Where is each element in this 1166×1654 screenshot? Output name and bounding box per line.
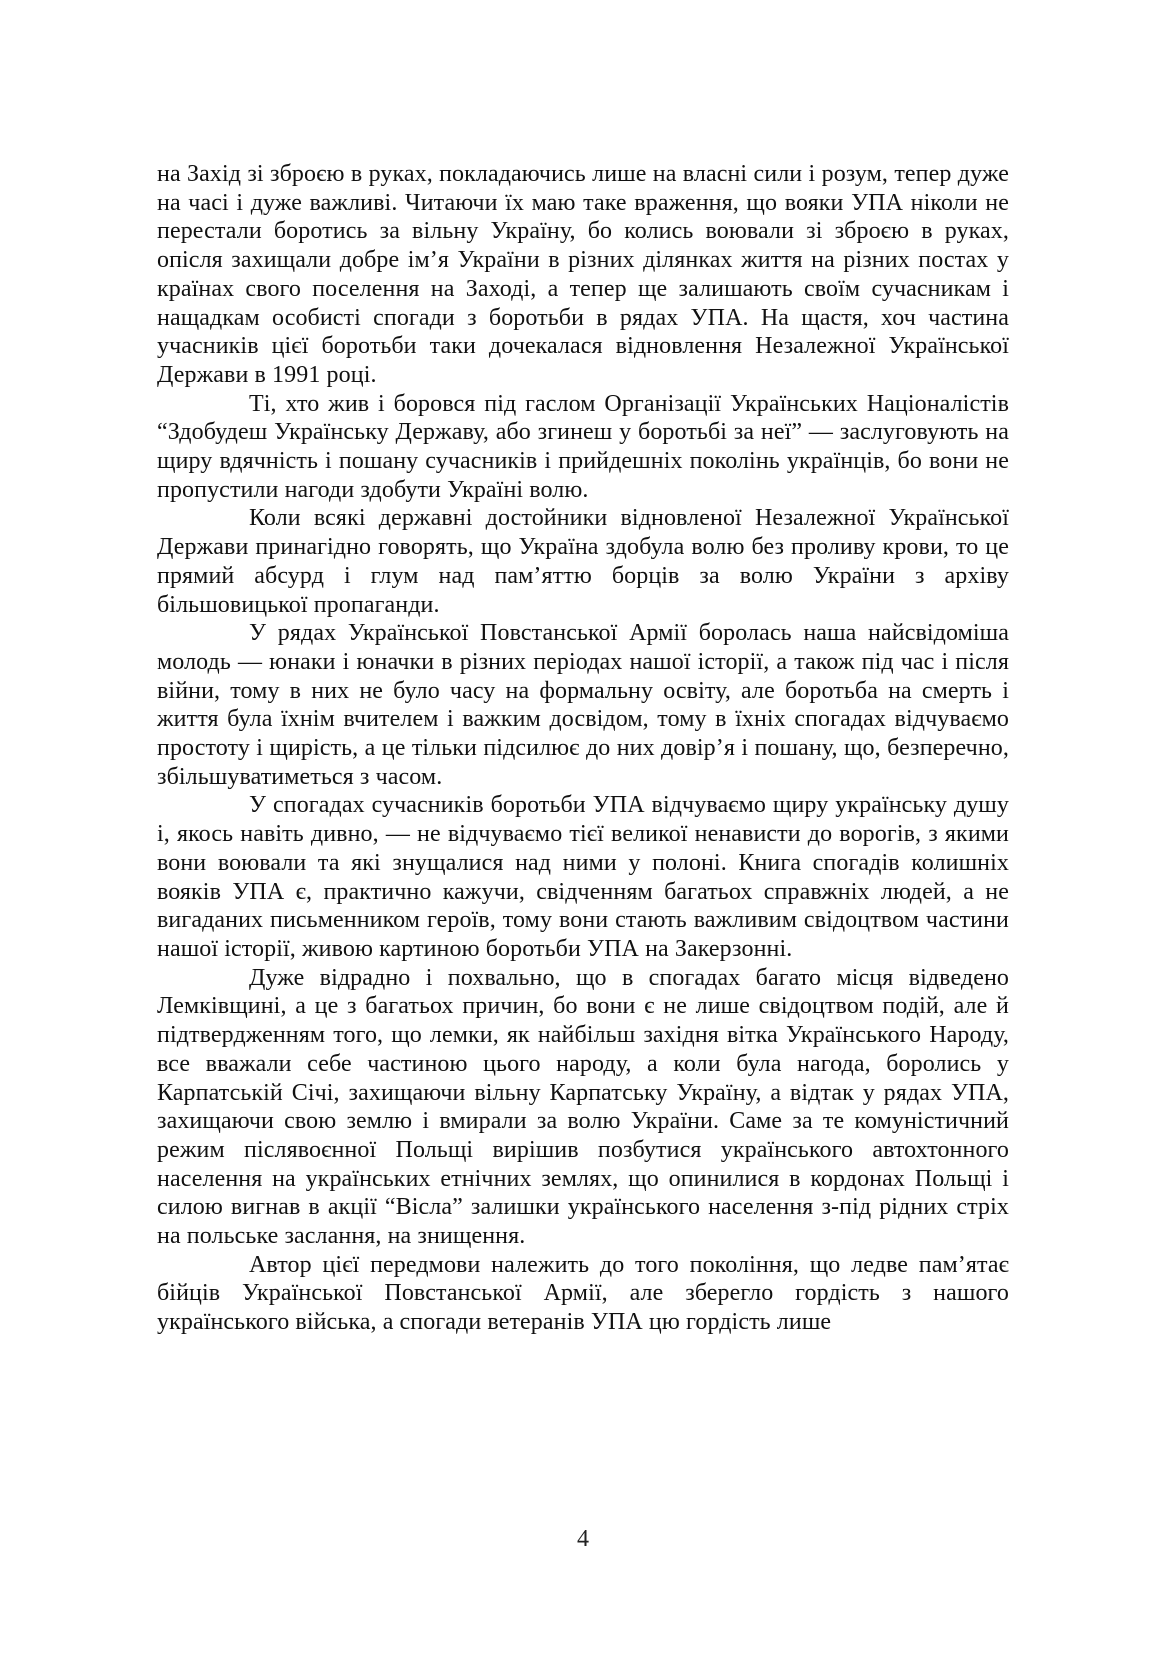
paragraph-3: Коли всякі державні достойники відновленої Незалежної Української Держави принагідно говорять, що Україна здобула волю без проливу крови, то це прямий абсурд і глум над пам’яттю борців за волю України з архіву більшовицької пропаганди. [157, 505, 1009, 618]
paragraph-4: У рядах Української Повстанської Армії боролась наша найсвідоміша молодь — юнаки і юначки в різних періодах нашої історії, а також під час і після війни, тому в них не було часу на формальну освіту, але боротьба на смерть і життя була їхнім вчителем і важким досвідом, тому в їхніх спогадах відчуваємо простоту і щирість, а це тільки підсилює до них довір’я і пошану, що, безперечно, збільшуватиметься з часом. [157, 620, 1009, 790]
page-number: 4 [577, 1526, 589, 1552]
paragraph-6: Дуже відрадно і похвально, що в спогадах багато місця відведено Лемківщині, а це з багатьох причин, бо вони є не лише свідоцтвом подій, але й підтвердженням того, що лемки, як найбільш західня вітка Українського Народу, все вважали себе частиною цього народу, а коли була нагода, боролись у Карпатській Січі, захищаючи вільну Карпатську Україну, а відтак у рядах УПА, захищаючи свою землю і вмирали за волю України. Саме за те комуністичний режим післявоєнної Польщі вирішив позбутися українського автохтонного населення на українських етнічних землях, що опинилися в кордонах Польщі і силою вигнав в акції “Вісла” залишки українського населення з-під рідних стріх на польське заслання, на знищення. [157, 964, 1009, 1250]
body-text [157, 160, 1009, 1337]
paragraph-7: Автор цієї передмови належить до того покоління, що ледве пам’ятає бійців Української Повстанської Армії, але зберегло гордість з нашого українського війська, а спогади ветеранів УПА цю гордість лише [157, 1251, 1009, 1336]
paragraph-5: У спогадах сучасників боротьби УПА відчуваємо щиру українську душу і, якось навіть дивно, — не відчуваємо тієї великої ненависти до ворогів, з якими вони воювали та які знущалися над ними у полоні. Книга спогадів колишніх вояків УПА є, практично кажучи, свідченням багатьох справжніх людей, а не вигаданих письменником героїв, тому вони стають важливим свідоцтвом частини нашої історії, живою картиною боротьби УПА на Закерзонні. [157, 792, 1009, 962]
paragraph-2: Ті, хто жив і боровся під гаслом Організації Українських Націоналістів “Здобудеш Українську Державу, або згинеш у боротьбі за неї” — заслуговують на щиру вдячність і пошану сучасників і прийдешніх поколінь українців, бо вони не пропустили нагоди здобути Україні волю. [157, 390, 1009, 503]
paragraph-1: на Захід зі зброєю в руках, покладаючись лише на власні сили і розум, тепер дуже на часі і дуже важливі. Читаючи їх маю таке враження, що вояки УПА ніколи не перестали боротись за вільну Україну, бо колись воювали зі зброєю в руках, опісля захищали добре ім’я України в різних ділянках життя на різних постах у країнах свого поселення на Заході, а тепер ще залишають своїм сучасникам і нащадкам особисті спогади з боротьби в рядах УПА. На щастя, хоч частина учасників цієї боротьби таки дочекалася відновлення Незалежної Української Держави в 1991 році. [157, 161, 1009, 388]
